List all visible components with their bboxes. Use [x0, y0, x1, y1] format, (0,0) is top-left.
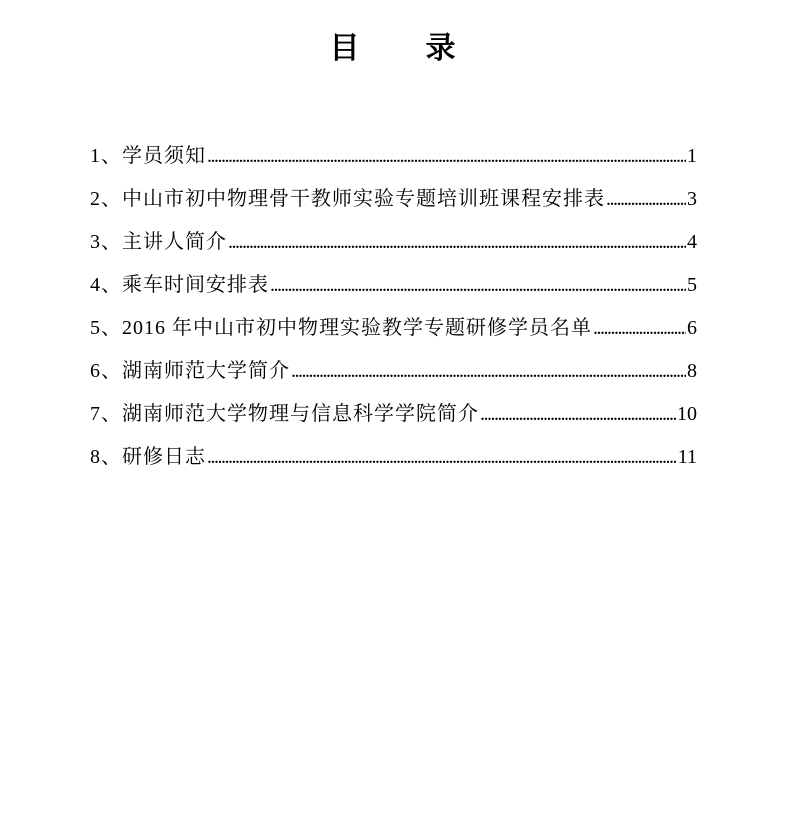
toc-entry	[90, 178, 697, 221]
toc-entry-label: 1、学员须知	[90, 145, 206, 167]
toc-entry	[90, 393, 697, 436]
toc-entry-label: 7、湖南师范大学物理与信息科学学院简介	[90, 403, 479, 425]
toc-entry	[90, 264, 697, 307]
toc-entry-page: 4	[687, 231, 697, 253]
dot-leader	[291, 350, 686, 393]
toc-entry-page: 11	[677, 446, 697, 468]
toc-entry	[90, 350, 697, 393]
toc-entry-page: 10	[677, 403, 697, 425]
toc-title: 目 录	[329, 32, 458, 65]
toc-entry-page: 3	[687, 188, 697, 210]
toc-entry-page: 5	[687, 274, 697, 296]
dot-leader	[228, 221, 686, 264]
toc-entry	[90, 436, 697, 479]
toc-list	[90, 135, 697, 479]
dot-leader	[480, 393, 676, 436]
toc-entry-label: 3、主讲人简介	[90, 231, 227, 253]
toc-entry-label: 4、乘车时间安排表	[90, 274, 269, 296]
toc-entry-label: 2、中山市初中物理骨干教师实验专题培训班课程安排表	[90, 188, 605, 210]
dot-leader	[593, 307, 686, 350]
toc-entry-label: 5、2016 年中山市初中物理实验教学专题研修学员名单	[90, 317, 592, 339]
toc-entry	[90, 221, 697, 264]
toc-entry-page: 6	[687, 317, 697, 339]
toc-entry-page: 1	[687, 145, 697, 167]
toc-entry	[90, 135, 697, 178]
toc-entry-page: 8	[687, 360, 697, 382]
toc-entry-label: 6、湖南师范大学简介	[90, 360, 290, 382]
dot-leader	[207, 135, 686, 178]
dot-leader	[606, 178, 686, 221]
toc-entry	[90, 307, 697, 350]
dot-leader	[270, 264, 686, 307]
toc-entry-label: 8、研修日志	[90, 446, 206, 468]
dot-leader	[207, 436, 677, 479]
